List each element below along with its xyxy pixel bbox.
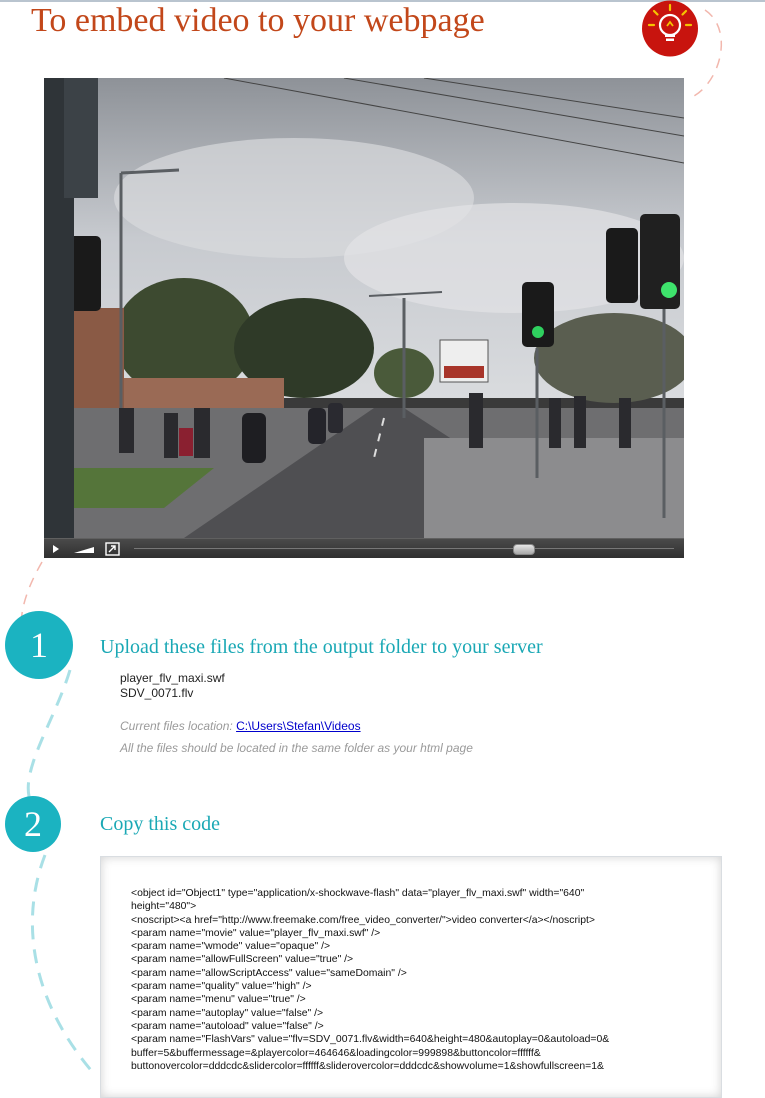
video-player[interactable] (44, 78, 684, 558)
file-item: player_flv_maxi.swf (120, 671, 225, 685)
seek-handle[interactable] (513, 544, 535, 555)
location-note: All the files should be located in the same folder as your html page (120, 741, 473, 755)
player-controls (44, 538, 684, 558)
lightbulb-icon (639, 0, 701, 57)
step-number-2: 2 (5, 796, 61, 852)
fullscreen-icon[interactable] (104, 542, 122, 556)
step-number-1: 1 (5, 611, 73, 679)
video-frame (44, 78, 684, 538)
step1-heading: Upload these files from the output folder to your server (100, 636, 543, 658)
embed-code[interactable]: <object id="Object1" type="application/x-shockwave-flash" data="player_flv_maxi.swf" width="640" height="480"> <noscript><a href="http://www.freemake.com/free_video_converter/">video converter</a></noscript> <param name="movie" value="player_flv_maxi.swf" /> <param name="wmode" value="opaque" /> <param name="allowFullScreen" value="true" /> <param name="allowScriptAccess" value="sameDomain" /> <param name="quality" value="high" /> <param name="menu" value="true" /> <param name="autoplay" value="false" /> <param name="autoload" value="false" /> <param name="FlashVars" value="flv=SDV_0071.flv&width=640&height=480&autoplay=0&autoload=0& buffer=5&buffermessage=&playercolor=464646&loadingcolor=999898&buttoncolor=ffffff& buttonovercolor=dddcdc&slidercolor=ffffff&sliderovercolor=dddcdc&showvolume=1&showfullscreen=1& (131, 888, 610, 1072)
file-item: SDV_0071.flv (120, 686, 194, 700)
location-label: Current files location: (120, 719, 237, 733)
file-list (120, 671, 225, 701)
seek-bar[interactable] (134, 548, 674, 549)
location-link[interactable]: C:\Users\Stefan\Videos (236, 719, 361, 733)
step2-heading: Copy this code (100, 813, 220, 835)
files-location (120, 719, 361, 733)
embed-code-box[interactable] (100, 856, 722, 1098)
play-icon[interactable] (48, 542, 64, 556)
page-title: To embed video to your webpage (31, 2, 485, 39)
volume-icon[interactable] (72, 542, 98, 556)
